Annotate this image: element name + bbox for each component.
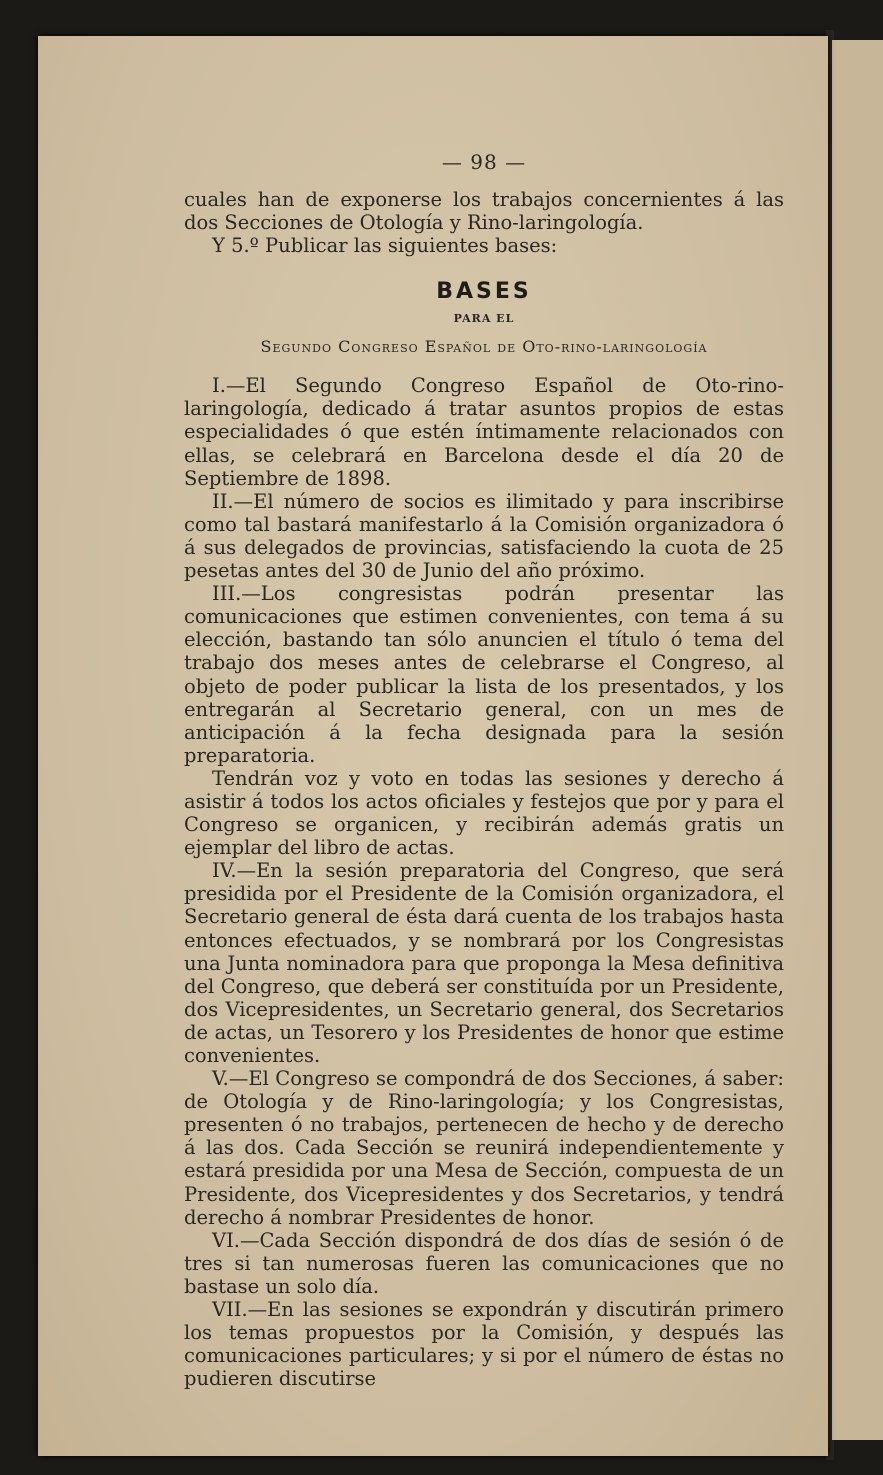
- article-paragraph: IV.—En la sesión preparatoria del Congreso, que será presidida por el Presidente de la Comisión organizadora, el Secretario general de ésta dará cuenta de los trabajos hasta entonces efectuados, y se nombrará por los Congresistas una Junta nominadora para que proponga la Mesa definitiva del Congreso, que deberá ser constituída por un Presidente, dos Vicepresidentes, un Secretario general, dos Secretarios de actas, un Tesorero y los Presidentes de honor que estime convenientes.: [184, 859, 784, 1067]
- page-content: [184, 150, 784, 1390]
- article-paragraph: I.—El Segundo Congreso Español de Oto-rino-laringología, dedicado á tratar asuntos propios de estas especialidades ó que estén íntimamente relacionados con ellas, se celebrará en Barcelona desde el día 20 de Septiembre de 1898.: [184, 374, 784, 490]
- article-paragraph: Tendrán voz y voto en todas las sesiones y derecho á asistir á todos los actos oficiales y festejos que por y para el Congreso se organicen, y recibirán además gratis un ejemplar del libro de actas.: [184, 766, 784, 860]
- article-paragraph: VII.—En las sesiones se expondrán y discutirán primero los temas propuestos por la Comisión, y después las comunicaciones particulares; y si por el número de éstas no pudieren discutirse: [184, 1298, 784, 1391]
- article-paragraph: V.—El Congreso se compondrá de dos Secciones, á saber: de Otología y de Rino-laringología; y los Congresistas, presenten ó no trabajos, pertenecen de hecho y de derecho á las dos. Cada Sección se reunirá independientemente y estará presidida por una Mesa de Sección, compuesta de un Presidente, dos Vicepresidentes y dos Secretarios, y tendrá derecho á nombrar Presidentes de honor.: [184, 1067, 784, 1229]
- intro-paragraph: Y 5.º Publicar las siguientes bases:: [212, 234, 558, 258]
- page-number: — 98 —: [441, 150, 527, 174]
- section-subtitle: PARA EL: [453, 312, 515, 326]
- article-paragraph: III.—Los congresistas podrán presentar las comunicaciones que estimen convenientes, con tema á su elección, bastando tan sólo anuncien el título ó tema del trabajo dos meses antes de celebrarse el Congreso, al objeto de poder publicar la lista de los presentados, y los entregarán al Secretario general, con un mes de anticipación á la fecha designada para la sesión preparatoria.: [184, 582, 784, 767]
- intro-paragraph: cuales han de exponerse los trabajos concernientes á las dos Secciones de Otología y Rino-laringología.: [184, 188, 784, 235]
- article-paragraph: VI.—Cada Sección dispondrá de dos días de sesión ó de tres si tan numerosas fueren las comunicaciones que no bastase un solo día.: [184, 1228, 784, 1298]
- section-title: BASES: [436, 279, 532, 305]
- adjacent-page-edge: [832, 40, 883, 1440]
- congress-title: Segundo Congreso Español de Oto-rino-laringología: [260, 337, 708, 357]
- article-paragraph: II.—El número de socios es ilimitado y para inscribirse como tal bastará manifestarlo á la Comisión organizadora ó á sus delegados de provincias, satisfaciendo la cuota de 25 pesetas antes del 30 de Junio del año próximo.: [184, 489, 784, 583]
